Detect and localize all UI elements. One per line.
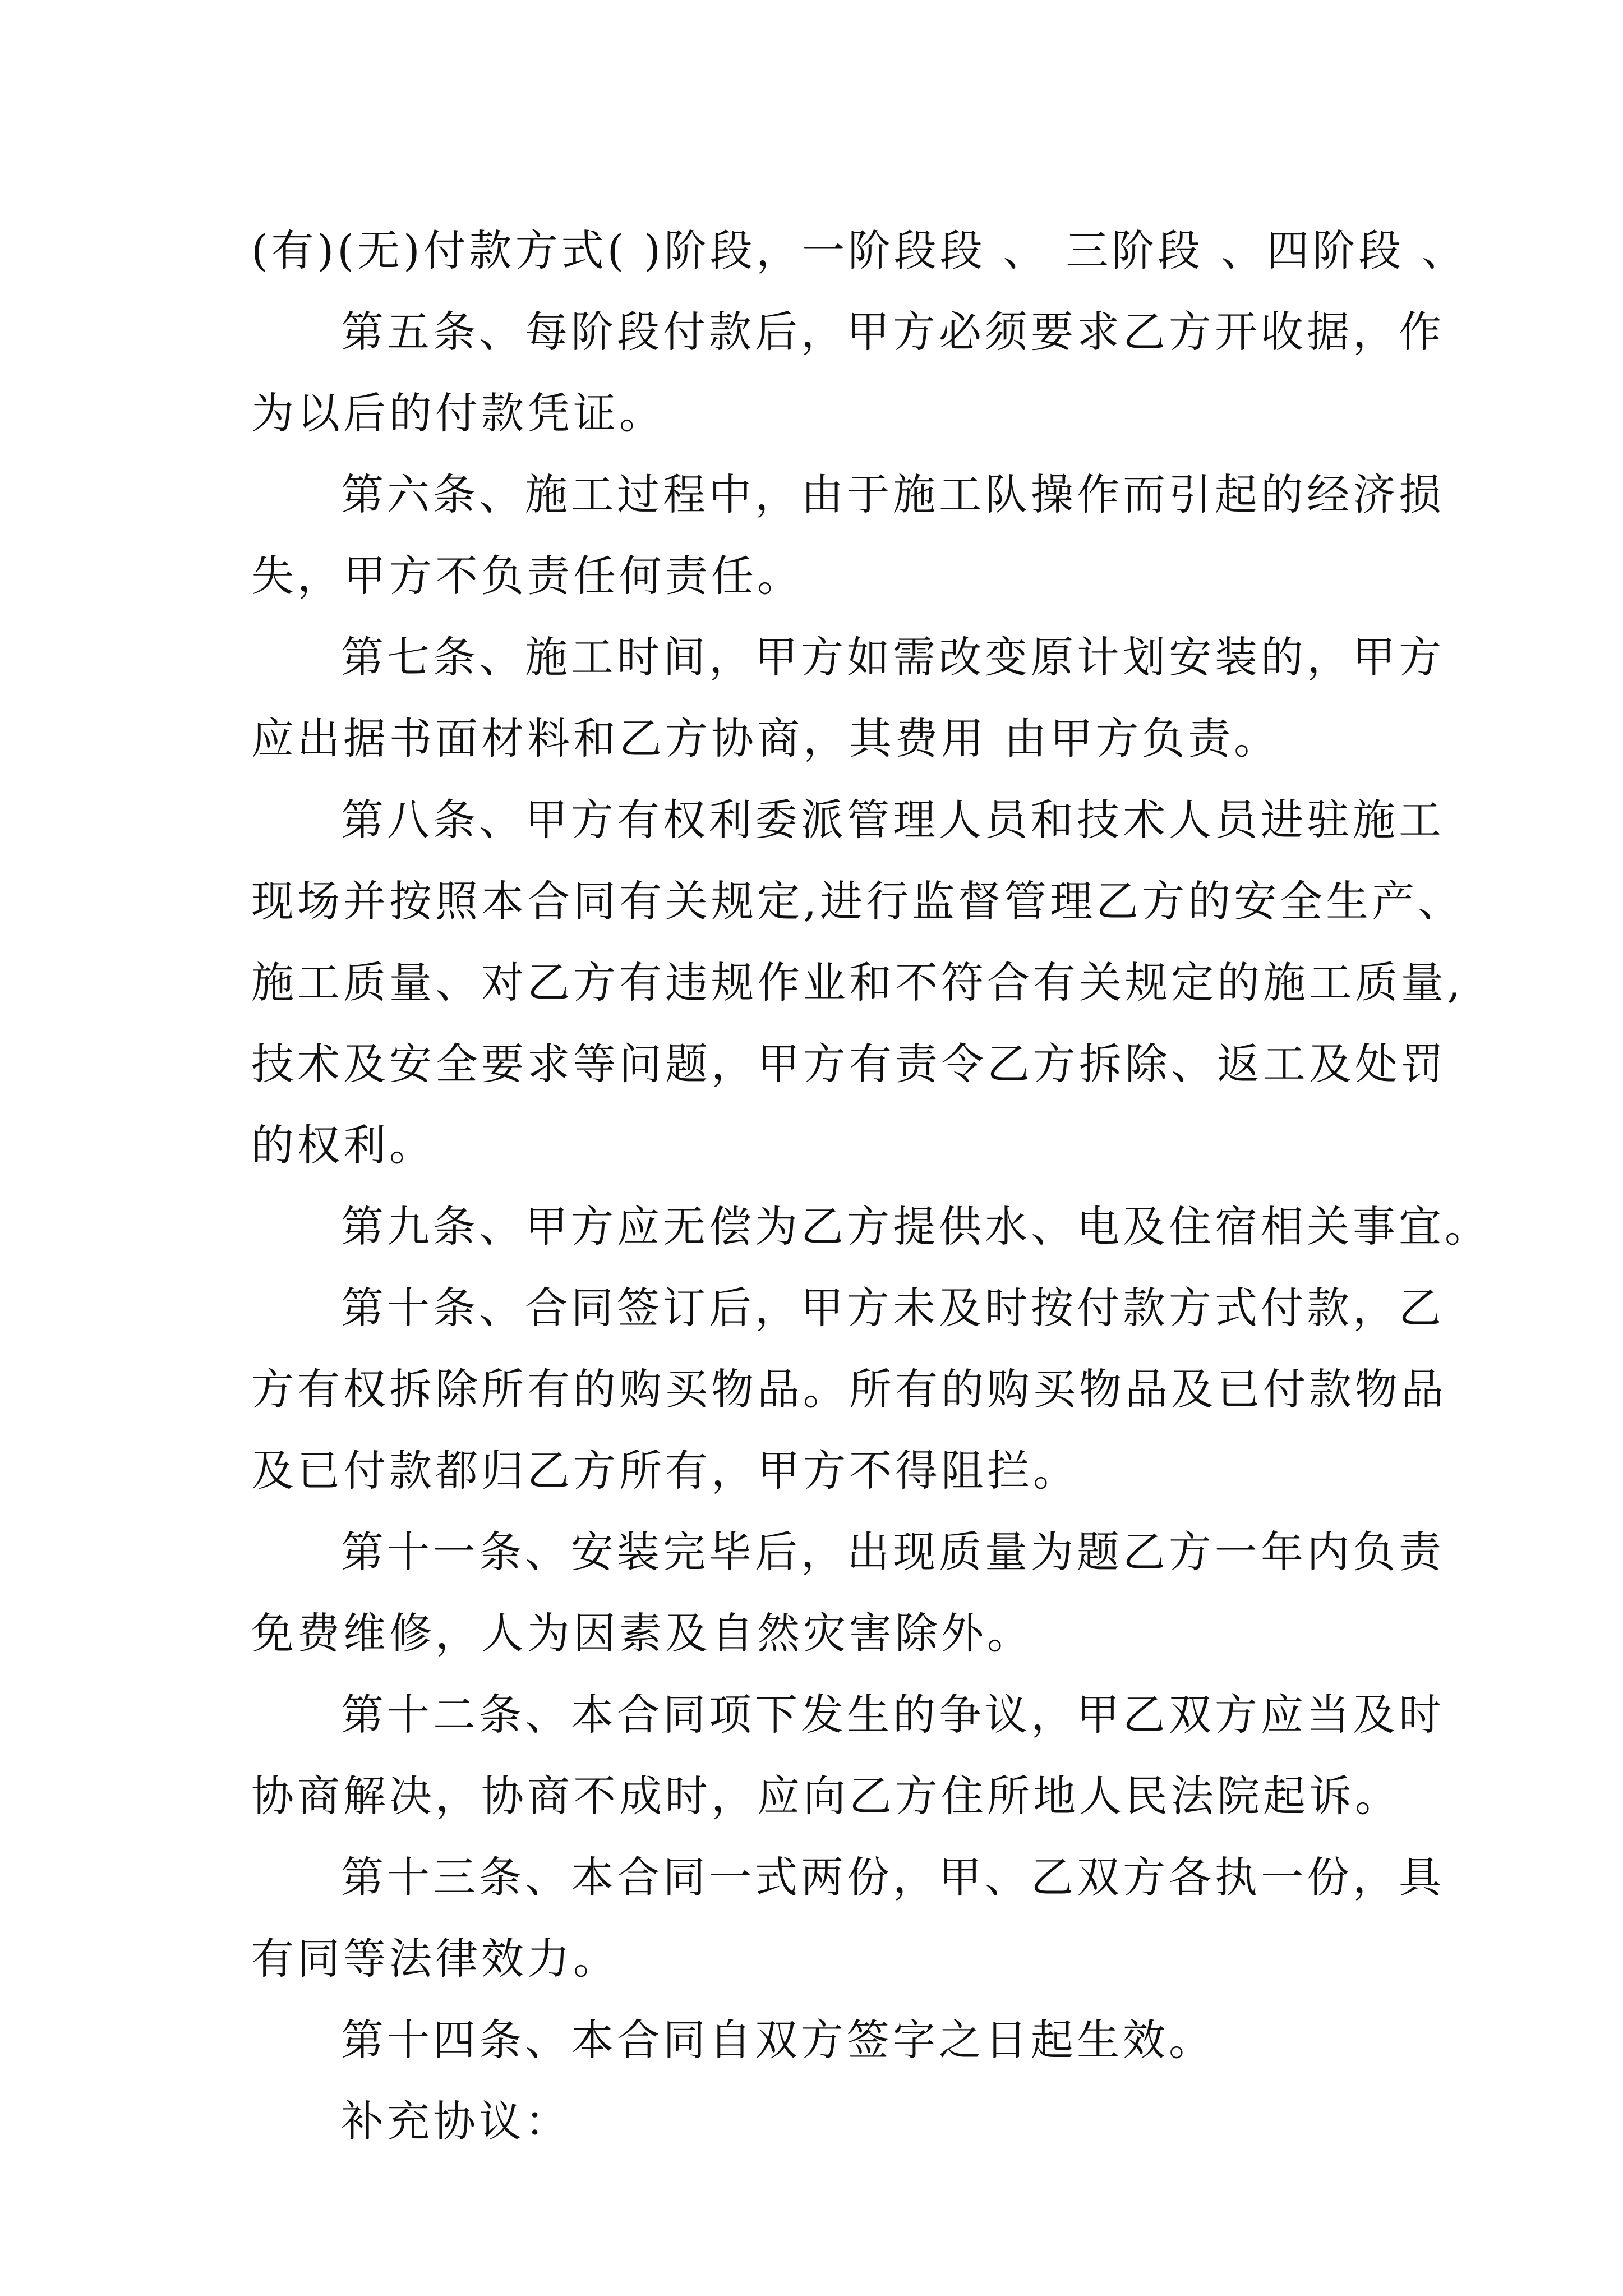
article-10-line-2: 方有权拆除所有的购买物品。所有的购买物品及已付款物品 — [251, 1364, 1447, 1414]
article-5-line-2: 为以后的付款凭证。 — [251, 388, 665, 438]
article-8-line-2: 现场并按照本合同有关规定,进行监督管理乙方的安全生产、 — [251, 876, 1464, 926]
article-6-line-2: 失，甲方不负责任何责任。 — [251, 551, 803, 601]
supplementary-agreement-label: 补充协议： — [341, 2096, 571, 2146]
article-6-line-1: 第六条、施工过程中，由于施工队操作而引起的经济损 — [341, 470, 1445, 519]
article-10-line-3: 及已付款都归乙方所有，甲方不得阻拦。 — [251, 1446, 1079, 1496]
article-7-line-2: 应出据书面材料和乙方协商，其费用 由甲方负责。 — [251, 714, 1280, 763]
article-14-line-1: 第十四条、本合同自双方签字之日起生效。 — [341, 2015, 1215, 2065]
article-8-line-4: 技术及安全要求等问题，甲方有责令乙方拆除、返工及处罚 — [251, 1039, 1447, 1089]
article-13-line-2: 有同等法律效力。 — [251, 1934, 619, 1984]
article-9-line-1: 第九条、甲方应无偿为乙方提供水、电及住宿相关事宜。 — [341, 1202, 1491, 1251]
article-5-line-1: 第五条、每阶段付款后，甲方必须要求乙方开收据，作 — [341, 307, 1445, 357]
payment-method-line: (有)(无)付款方式( )阶段，一阶段段 、 三阶段 、四阶段 、 — [251, 226, 1468, 275]
article-12-line-2: 协商解决，协商不成时，应向乙方住所地人民法院起诉。 — [251, 1771, 1401, 1821]
article-8-line-3: 施工质量、对乙方有违规作业和不符合有关规定的施工质量, — [251, 958, 1464, 1007]
article-7-line-1: 第七条、施工时间，甲方如需改变原计划安装的，甲方 — [341, 632, 1445, 682]
contract-text — [251, 210, 1491, 2162]
article-13-line-1: 第十三条、本合同一式两份，甲、乙双方各执一份，具 — [341, 1852, 1445, 1902]
article-12-line-1: 第十二条、本合同项下发生的争议，甲乙双方应当及时 — [341, 1690, 1445, 1740]
article-10-line-1: 第十条、合同签订后，甲方未及时按付款方式付款，乙 — [341, 1283, 1445, 1333]
article-8-line-5: 的权利。 — [251, 1120, 435, 1170]
article-11-line-1: 第十一条、安装完毕后，出现质量为题乙方一年内负责 — [341, 1527, 1445, 1577]
article-8-line-1: 第八条、甲方有权利委派管理人员和技术人员进驻施工 — [341, 795, 1445, 845]
article-11-line-2: 免费维修，人为因素及自然灾害除外。 — [251, 1608, 1033, 1658]
